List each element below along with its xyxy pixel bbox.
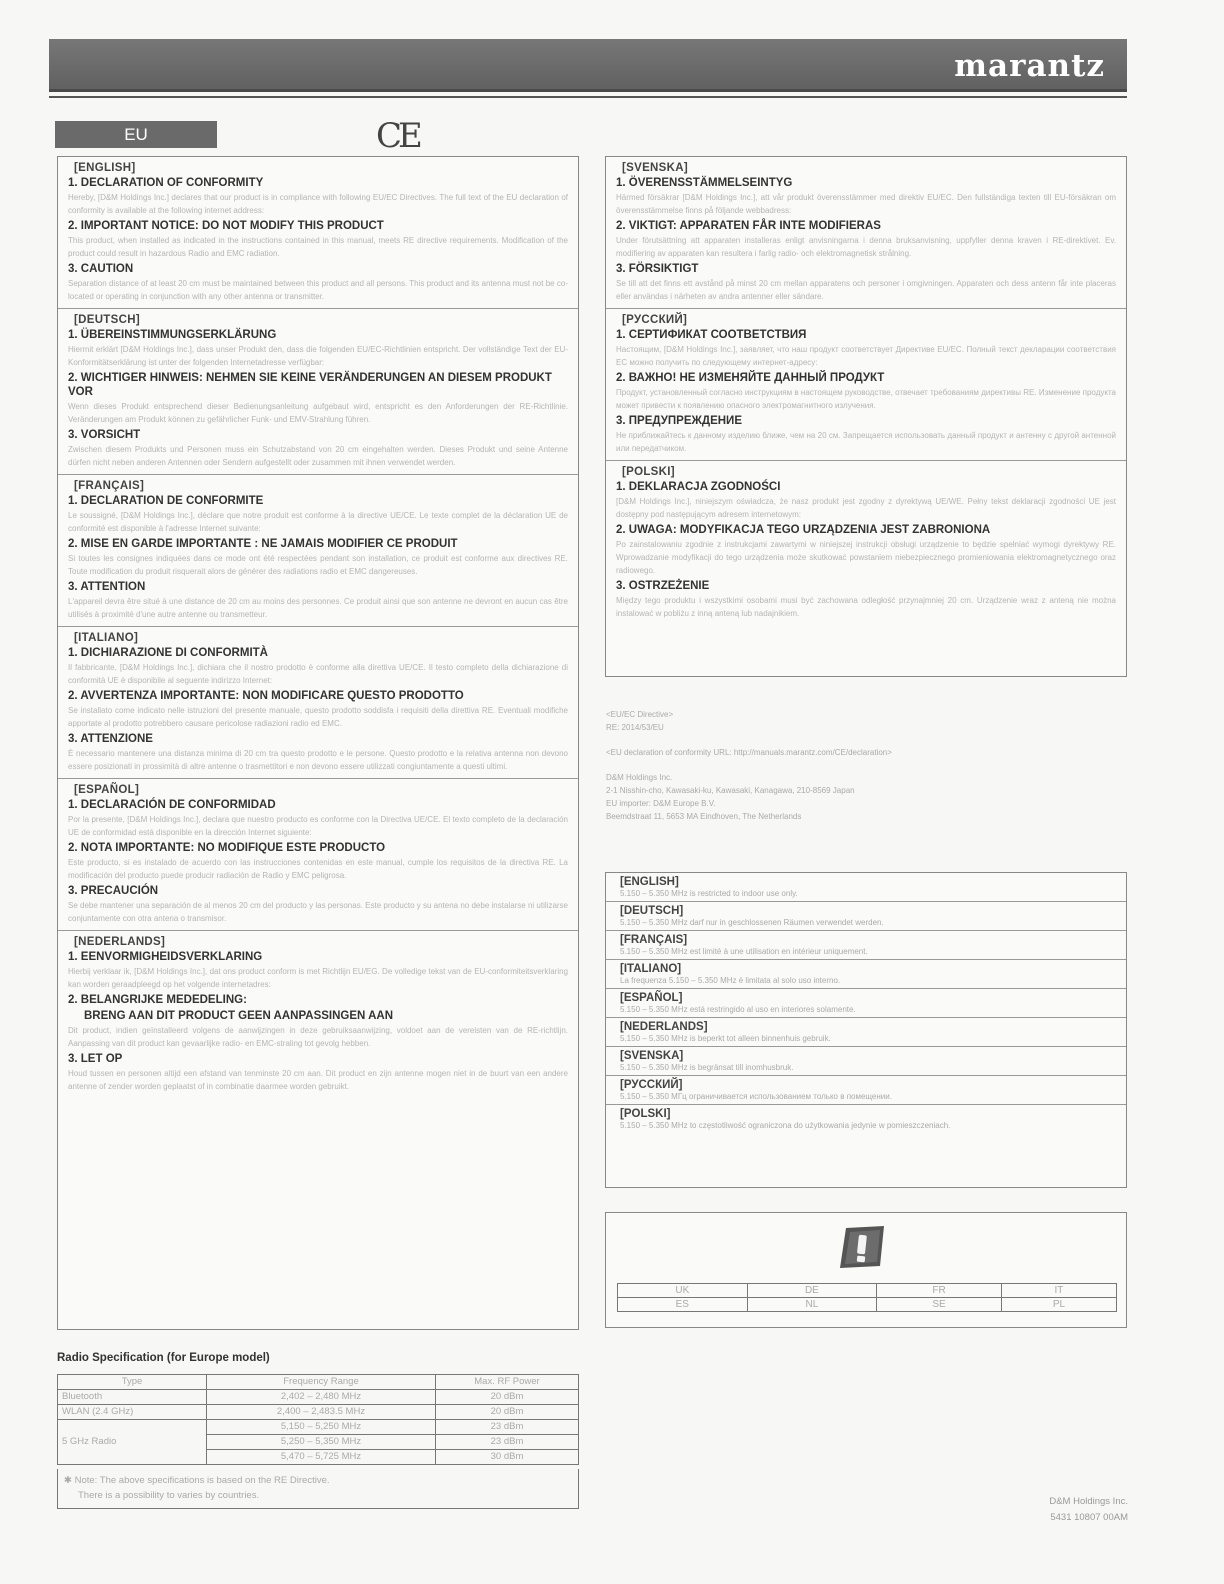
section-title: 1. DECLARACIÓN DE CONFORMIDAD: [68, 799, 276, 811]
section-title: 1. DECLARATION OF CONFORMITY: [68, 177, 264, 189]
section-body: Hereby, [D&M Holdings Inc.] declares that our product is in compliance with following EU/EC Directives. The full text of the EU declaration of conformity is available at the following internet address:: [68, 193, 568, 215]
note-bullet-icon: ✱: [64, 1475, 75, 1486]
language-heading: [NEDERLANDS]: [74, 936, 166, 948]
section-title: 3. ATTENTION: [68, 581, 146, 593]
section-title: 2. MISE EN GARDE IMPORTANTE : NE JAMAIS MODIFIER CE PRODUIT: [68, 538, 458, 550]
band-restriction-box: [605, 872, 1127, 1188]
section-body: Si toutes les consignes indiquées dans ce mode ont été respectées pendant son installation, ce produit est conforme aux directives RE. Toute modification du produit risquerait alors de générer des radiations radio et EMC dangereuses.: [68, 554, 568, 576]
section-title: 1. DECLARATION DE CONFORMITE: [68, 495, 264, 507]
band-notice-row: [606, 960, 1126, 989]
section-body: Houd tussen en personen altijd een afstand van tenminste 20 cm aan. Dit product en zijn antenne mogen niet in de buurt van een andere antenne of zender worden geplaatst of in combinatie daarmee worden gebruikt.: [68, 1069, 568, 1091]
section-title: 2. UWAGA: MODYFIKACJA TEGO URZĄDZENIA JEST ZABRONIONA: [616, 524, 991, 536]
band-notice-row: [606, 873, 1126, 902]
company-line: EU importer: D&M Europe B.V.: [606, 799, 716, 808]
section-title: 1. EENVORMIGHEIDSVERKLARING: [68, 951, 263, 963]
section-body: Separation distance of at least 20 cm must be maintained between this product and all persons. This product and its antenna must not be co-located or operating in conjunction with any other antenna or transmitter.: [68, 279, 568, 301]
section-body: Härmed försäkrar [D&M Holdings Inc.], att vår produkt överensstämmer med direktiv EU/EC. Den fullständiga texten till EU-försäkran om överensstämmelse finns på följande webbadress:: [616, 193, 1116, 215]
region-tag: EU: [55, 121, 217, 148]
band-language: [FRANÇAIS]: [620, 934, 688, 946]
section-body: Dit product, indien geïnstalleerd volgens de aanwijzingen in deze gebruiksaanwijzing, voldoet aan de vereisten van de RE-richtlijn. Aanpassing van dit product kan gevaarlijke radio- en EMC-straling tot gevolg hebben.: [68, 1026, 568, 1048]
language-block: [58, 779, 578, 931]
section-title: 3. OSTRZEŻENIE: [616, 580, 710, 592]
section-body: Se till att det finns ett avstånd på minst 20 cm mellan apparatens och personer i omgivningen. Apparaten och dess antenn får inte placeras eller användas i närheten av andra antenner eller sändare.: [616, 279, 1116, 301]
section-title: 3. VORSICHT: [68, 429, 141, 441]
section-body: Under förutsättning att apparaten installeras enligt anvisningarna i denna bruksanvisning, uppfyller denna kraven i RE-direktivet. Ev. modifiering av apparaten kan resultera i farlig radio- och elektromagnetisk strålning.: [616, 236, 1116, 258]
section-body: Se installato come indicato nelle istruzioni del presente manuale, questo prodotto soddisfa i requisiti della direttiva RE. Eventuali modifiche apportate al prodotto potrebbero causare pericolose radiazioni radio ed EMC.: [68, 706, 568, 728]
section-title: 3. CAUTION: [68, 263, 134, 275]
band-language: [ITALIANO]: [620, 963, 682, 975]
header-banner: [49, 39, 1127, 92]
section-title: 1. DEKLARACJA ZGODNOŚCI: [616, 481, 781, 493]
band-language: [POLSKI]: [620, 1108, 671, 1120]
section-body: Il fabbricante, [D&M Holdings Inc.], dichiara che il nostro prodotto è conforme alla direttiva UE/CE. Il testo completo della dichiarazione di conformità UE è disponibile al seguente indirizzo Internet:: [68, 663, 568, 685]
country-code-table: [617, 1283, 1117, 1312]
section-body: Zwischen diesem Produkts und Personen muss ein Schutzabstand von 20 cm eingehalten werden. Dieses Produkt und seine Antenne dürfen nicht neben anderen Antennen oder Sendern aufgestellt oder zusammen mit ihnen verwendet werden.: [68, 445, 568, 467]
right-declaration-column: [605, 156, 1127, 677]
language-block: [58, 309, 578, 475]
power-cell: 20 dBm: [436, 1390, 579, 1405]
band-text: 5.150 – 5.350 MHz to częstotliwość ograniczona do użytkowania jedynie w pomieszczeniach.: [620, 1121, 951, 1130]
section-body: Este producto, si es instalado de acuerdo con las instrucciones contenidas en este manual, cumple los requisitos de la directiva RE. La modificación del producto puede producir radiación de Radio y EMC peligrosa.: [68, 858, 568, 880]
range-cell: 5,470 – 5,725 MHz: [207, 1450, 436, 1465]
country-code: SE: [877, 1298, 1002, 1312]
band-text: 5.150 – 5.350 MHz est limité à une utilisation en intérieur uniquement.: [620, 947, 868, 956]
country-code: IT: [1001, 1284, 1116, 1298]
band-language: [DEUTSCH]: [620, 905, 684, 917]
band-notice-row: [606, 1076, 1126, 1105]
range-cell: 5,250 – 5,350 MHz: [207, 1435, 436, 1450]
company-line: 2-1 Nisshin-cho, Kawasaki-ku, Kawasaki, Kanagawa, 210-8569 Japan: [606, 786, 855, 795]
brand-logo: marantz: [954, 48, 1105, 84]
footer-code: 5431 10807 00AM: [1050, 1512, 1128, 1523]
table-row: [618, 1284, 1117, 1298]
range-cell: 2,402 – 2,480 MHz: [207, 1390, 436, 1405]
section-subtitle: BRENG AAN DIT PRODUCT GEEN AANPASSINGEN AAN: [84, 1010, 394, 1022]
language-block: [58, 627, 578, 779]
section-body: [D&M Holdings Inc.], niniejszym oświadcza, że nasz produkt jest zgodny z dyrektywą UE/WE. Pełny tekst deklaracji zgodności UE jest dostępny pod następującym adresem internetowym:: [616, 497, 1116, 519]
warning-icon: [836, 1222, 890, 1270]
band-notice-row: [606, 1105, 1126, 1134]
section-title: 2. IMPORTANT NOTICE: DO NOT MODIFY THIS PRODUCT: [68, 220, 384, 232]
language-block: [606, 157, 1126, 309]
type-cell: 5 GHz Radio: [58, 1420, 207, 1465]
section-body: Hiermit erklärt [D&M Holdings Inc.], dass unser Produkt den, dass die folgenden EU/EC-Richtlinien entspricht. Der vollständige Text der EU-Konformitätserklärung ist unter der folgenden Internetadresse verfügbar:: [68, 345, 568, 367]
section-title: 3. LET OP: [68, 1053, 123, 1065]
company-address: [606, 771, 892, 823]
language-block: [606, 461, 1126, 625]
band-text: 5.150 – 5.350 MHz is beperkt tot alleen binnenhuis gebruik.: [620, 1034, 831, 1043]
band-text: La frequenza 5.150 – 5.350 MHz è limitata al solo uso interno.: [620, 976, 841, 985]
section-title: 2. AVVERTENZA IMPORTANTE: NON MODIFICARE QUESTO PRODOTTO: [68, 690, 464, 702]
section-body: Por la presente, [D&M Holdings Inc.], declara que nuestro producto es conforme con la Directiva UE/CE. El texto completo de la declaración UE de conformidad está disponible en la dirección Internet siguiente:: [68, 815, 568, 837]
language-heading: [FRANÇAIS]: [74, 480, 145, 492]
footer: [1049, 1494, 1128, 1526]
section-body: This product, when installed as indicated in the instructions contained in this manual, meets RE directive requirements. Modification of the product could result in hazardous Radio and EMC radiation.: [68, 236, 568, 258]
column-header: Type: [58, 1375, 207, 1390]
language-heading: [SVENSKA]: [622, 162, 688, 174]
language-heading: [ITALIANO]: [74, 632, 139, 644]
table-row: [618, 1298, 1117, 1312]
table-header-row: [58, 1375, 579, 1390]
footer-company: D&M Holdings Inc.: [1049, 1496, 1128, 1507]
band-text: 5.150 – 5.350 MHz darf nur in geschlossenen Räumen verwendet werden.: [620, 918, 884, 927]
range-cell: 2,400 – 2,483.5 MHz: [207, 1405, 436, 1420]
country-code: NL: [747, 1298, 877, 1312]
band-notice-row: [606, 1018, 1126, 1047]
band-language: [ENGLISH]: [620, 876, 679, 888]
directive-value: RE: 2014/53/EU: [606, 723, 664, 732]
language-block: [606, 309, 1126, 461]
directive-info: [606, 708, 892, 823]
band-notice-row: [606, 902, 1126, 931]
language-block: [58, 475, 578, 627]
band-text: 5.150 – 5.350 MHz is restricted to indoor use only.: [620, 889, 798, 898]
ce-mark-icon: CE: [376, 116, 419, 156]
range-cell: 5,150 – 5,250 MHz: [207, 1420, 436, 1435]
section-body: Не приближайтесь к данному изделию ближе, чем на 20 см. Запрещается использовать данный продукт и антенну с другой антенной или передатчиком.: [616, 431, 1116, 453]
header-rule: [49, 96, 1127, 98]
section-body: L'appareil devra être situé à une distance de 20 cm au moins des personnes. Ce produit ainsi que son antenne ne devront en aucun cas être utilisés à proximité d'une autre antenne ou transmetteur.: [68, 597, 568, 619]
section-title: 1. ÖVERENSSTÄMMELSEINTYG: [616, 177, 793, 189]
language-block: [58, 931, 578, 1098]
table-row: [58, 1420, 579, 1435]
language-heading: [ENGLISH]: [74, 162, 136, 174]
section-title: 1. ÜBEREINSTIMMUNGSERKLÄRUNG: [68, 329, 277, 341]
section-body: Hierbij verklaar ik, [D&M Holdings Inc.], dat ons product conform is met Richtlijn EU/EG. De volledige tekst van de EU-conformiteitsverklaring kan worden geraadpleegd op het volgende internetadres:: [68, 967, 568, 989]
language-heading: [ESPAÑOL]: [74, 784, 140, 796]
company-line: D&M Holdings Inc.: [606, 773, 673, 782]
radio-spec-note: [57, 1469, 579, 1509]
column-header: Frequency Range: [207, 1375, 436, 1390]
column-header: Max. RF Power: [436, 1375, 579, 1390]
note-line: There is a possibility to varies by countries.: [78, 1490, 260, 1501]
power-cell: 30 dBm: [436, 1450, 579, 1465]
section-body: È necessario mantenere una distanza minima di 20 cm tra questo prodotto e le persone. Questo prodotto e la relativa antenna non devono essere posizionati in prossimità di altre antenne o trasmettitori e non devono essere utilizzati congiuntamente a questi ultimi.: [68, 749, 568, 771]
language-heading: [DEUTSCH]: [74, 314, 140, 326]
section-body: Między tego produktu i wszystkimi osobami musi być zachowana odległość przynajmniej 20 cm. Urządzenie wraz z anteną nie można instalować w pobliżu z inną anteną lub nadajnikiem.: [616, 596, 1116, 618]
section-title: 3. ATTENZIONE: [68, 733, 153, 745]
band-notice-row: [606, 1047, 1126, 1076]
power-cell: 23 dBm: [436, 1420, 579, 1435]
section-body: Le soussigné, [D&M Holdings Inc.], déclare que notre produit est conforme à la directive UE/CE. Le texte complet de la déclaration UE de conformité est disponible à l'adresse Internet suivante:: [68, 511, 568, 533]
declaration-url: <EU declaration of conformity URL: http://manuals.marantz.com/CE/declaration>: [606, 748, 892, 757]
company-line: Beemdstraat 11, 5653 MA Eindhoven, The Netherlands: [606, 812, 802, 821]
section-body: Продукт, установленный согласно инструкциям в настоящем руководстве, отвечает требованиям директивы RE. Изменение продукта может привести к появлению опасного электромагнитного излучения.: [616, 388, 1116, 410]
type-cell: Bluetooth: [58, 1390, 207, 1405]
band-text: 5.150 – 5.350 MHz está restringido al uso en interiores solamente.: [620, 1005, 856, 1014]
band-notice-row: [606, 931, 1126, 960]
section-body: Se debe mantener una separación de al menos 20 cm del producto y las personas. Este producto y su antena no debe instalarse ni utilizarse conjuntamente con otra antena o transmisor.: [68, 901, 568, 923]
language-block: [58, 157, 578, 309]
note-line: Note: The above specifications is based on the RE Directive.: [74, 1475, 330, 1486]
country-code: ES: [618, 1298, 748, 1312]
band-text: 5.150 – 5.350 МГц ограничивается использованием только в помещении.: [620, 1092, 892, 1101]
band-language: [ESPAÑOL]: [620, 992, 683, 1004]
power-cell: 20 dBm: [436, 1405, 579, 1420]
country-code: PL: [1001, 1298, 1116, 1312]
band-language: [SVENSKA]: [620, 1050, 684, 1062]
country-code: FR: [877, 1284, 1002, 1298]
section-title: 2. ВАЖНО! НЕ ИЗМЕНЯЙТЕ ДАННЫЙ ПРОДУКТ: [616, 372, 885, 384]
radio-spec-table: [57, 1374, 579, 1465]
power-cell: 23 dBm: [436, 1435, 579, 1450]
type-cell: WLAN (2.4 GHz): [58, 1405, 207, 1420]
section-title: 2. BELANGRIJKE MEDEDELING:: [68, 994, 247, 1006]
country-code: UK: [618, 1284, 748, 1298]
section-title: 2. NOTA IMPORTANTE: NO MODIFIQUE ESTE PRODUCTO: [68, 842, 386, 854]
radio-spec-title: Radio Specification (for Europe model): [57, 1352, 270, 1364]
language-heading: [РУССКИЙ]: [622, 314, 688, 326]
band-notice-row: [606, 989, 1126, 1018]
band-language: [NEDERLANDS]: [620, 1021, 708, 1033]
directive-label: <EU/EC Directive>: [606, 710, 674, 719]
table-row: [58, 1405, 579, 1420]
section-title: 2. WICHTIGER HINWEIS: NEHMEN SIE KEINE VERÄNDERUNGEN AN DIESEM PRODUKT VOR: [68, 372, 552, 398]
section-title: 3. PRECAUCIÓN: [68, 885, 159, 897]
band-text: 5.150 – 5.350 MHz is begränsat till inomhusbruk.: [620, 1063, 794, 1072]
section-title: 1. DICHIARAZIONE DI CONFORMITÀ: [68, 647, 268, 659]
section-body: Настоящим, [D&M Holdings Inc.], заявляет, что наш продукт соответствует Директиве EU/EC. Полный текст декларации соответствия ЕС можно получить по следующему интернет-адресу:: [616, 345, 1116, 367]
section-body: Wenn dieses Produkt entsprechend dieser Bedienungsanleitung aufgebaut wird, entspricht es den Anforderungen der RE-Richtlinie. Veränderungen am Produkt können zu gefährlicher Funk- und EMV-Strahlung führen.: [68, 402, 568, 424]
table-row: [58, 1390, 579, 1405]
section-body: Po zainstalowaniu zgodnie z instrukcjami zawartymi w niniejszej instrukcji obsługi urządzenie to będzie spełniać wymogi dyrektywy RE. Wprowadzanie modyfikacji do tego urządzenia może skutkować powstaniem niebezpiecznego promieniowania elektromagnetycznego oraz radiowego.: [616, 540, 1116, 575]
section-title: 3. ПРЕДУПРЕЖДЕНИЕ: [616, 415, 742, 427]
band-language: [РУССКИЙ]: [620, 1079, 683, 1091]
section-title: 2. VIKTIGT: APPARATEN FÅR INTE MODIFIERAS: [616, 220, 881, 232]
section-title: 3. FÖRSIKTIGT: [616, 263, 699, 275]
left-declaration-column: [57, 156, 579, 1330]
country-code: DE: [747, 1284, 877, 1298]
language-heading: [POLSKI]: [622, 466, 675, 478]
section-title: 1. СЕРТИФИКАТ СООТВЕТСТВИЯ: [616, 329, 807, 341]
